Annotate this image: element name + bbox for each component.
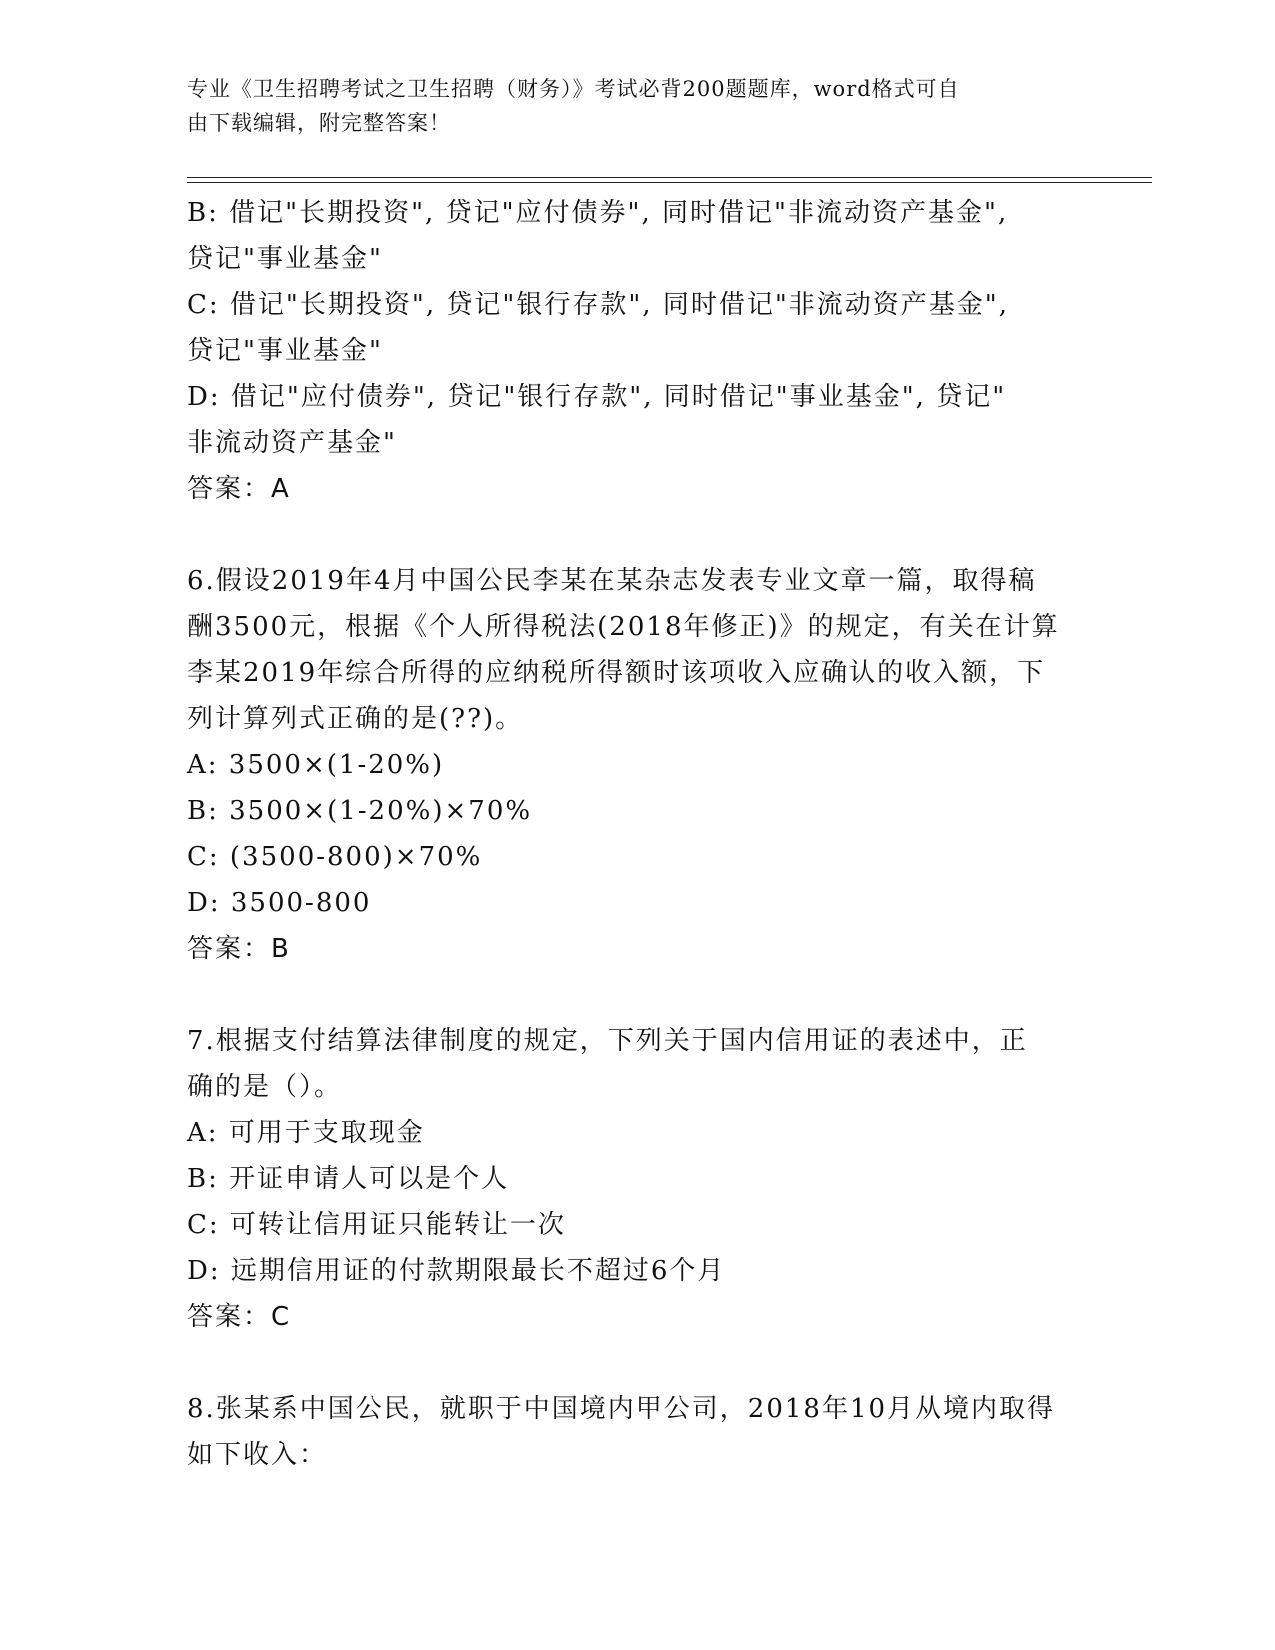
option-a: A: 3500×(1-20%) — [187, 750, 445, 780]
option-a: A: 可用于支取现金 — [187, 1118, 425, 1148]
answer-label: 答案：B — [187, 934, 291, 964]
question-6-block — [187, 558, 1087, 972]
header-divider-bottom — [187, 182, 1152, 183]
option-d: D: 3500-800 — [187, 888, 372, 918]
option-b-line-2: 贷记"事业基金" — [187, 244, 383, 274]
question-8-line-1: 8.张某系中国公民，就职于中国境内甲公司，2018年10月从境内取得 — [187, 1394, 1056, 1424]
option-d: D: 远期信用证的付款期限最长不超过6个月 — [187, 1256, 726, 1286]
option-c-line-2: 贷记"事业基金" — [187, 336, 383, 366]
question-6-line-2: 酬3500元，根据《个人所得税法(2018年修正)》的规定，有关在计算 — [187, 612, 1060, 642]
option-d-line-2: 非流动资产基金" — [187, 428, 397, 458]
header-line-2: 由下载编辑，附完整答案！ — [187, 111, 451, 135]
header-divider-top — [187, 177, 1152, 178]
question-5-block — [187, 190, 1087, 512]
option-c: C: (3500-800)×70% — [187, 842, 483, 872]
answer-label: 答案：C — [187, 1302, 292, 1332]
option-c-line-1: C: 借记"长期投资", 贷记"银行存款", 同时借记"非流动资产基金", — [187, 290, 1009, 320]
question-8-block — [187, 1386, 1087, 1478]
question-6-line-3: 李某2019年综合所得的应纳税所得额时该项收入应确认的收入额，下 — [187, 658, 1046, 688]
question-7-block — [187, 1018, 1087, 1340]
option-b: B: 开证申请人可以是个人 — [187, 1164, 510, 1194]
question-6-line-4: 列计算列式正确的是(??)。 — [187, 704, 524, 734]
question-7-line-2: 确的是（）。 — [187, 1072, 343, 1102]
question-8-line-2: 如下收入： — [187, 1440, 328, 1470]
option-c: C: 可转让信用证只能转让一次 — [187, 1210, 566, 1240]
option-d-line-1: D: 借记"应付债券", 贷记"银行存款", 同时借记"事业基金", 贷记" — [187, 382, 1007, 412]
question-content — [187, 190, 1087, 1478]
option-b-line-1: B: 借记"长期投资", 贷记"应付债券", 同时借记"非流动资产基金", — [187, 198, 1009, 228]
spacer — [187, 512, 1087, 558]
option-b: B: 3500×(1-20%)×70% — [187, 796, 533, 826]
question-6-line-1: 6.假设2019年4月中国公民李某在某杂志发表专业文章一篇，取得稿 — [187, 566, 1037, 596]
spacer — [187, 972, 1087, 1018]
answer-label: 答案：A — [187, 474, 291, 504]
header-line-1: 专业《卫生招聘考试之卫生招聘（财务）》考试必背200题题库，word格式可自 — [187, 77, 960, 101]
question-7-line-1: 7.根据支付结算法律制度的规定，下列关于国内信用证的表述中，正 — [187, 1026, 1028, 1056]
spacer — [187, 1340, 1087, 1386]
document-header — [187, 72, 1067, 140]
